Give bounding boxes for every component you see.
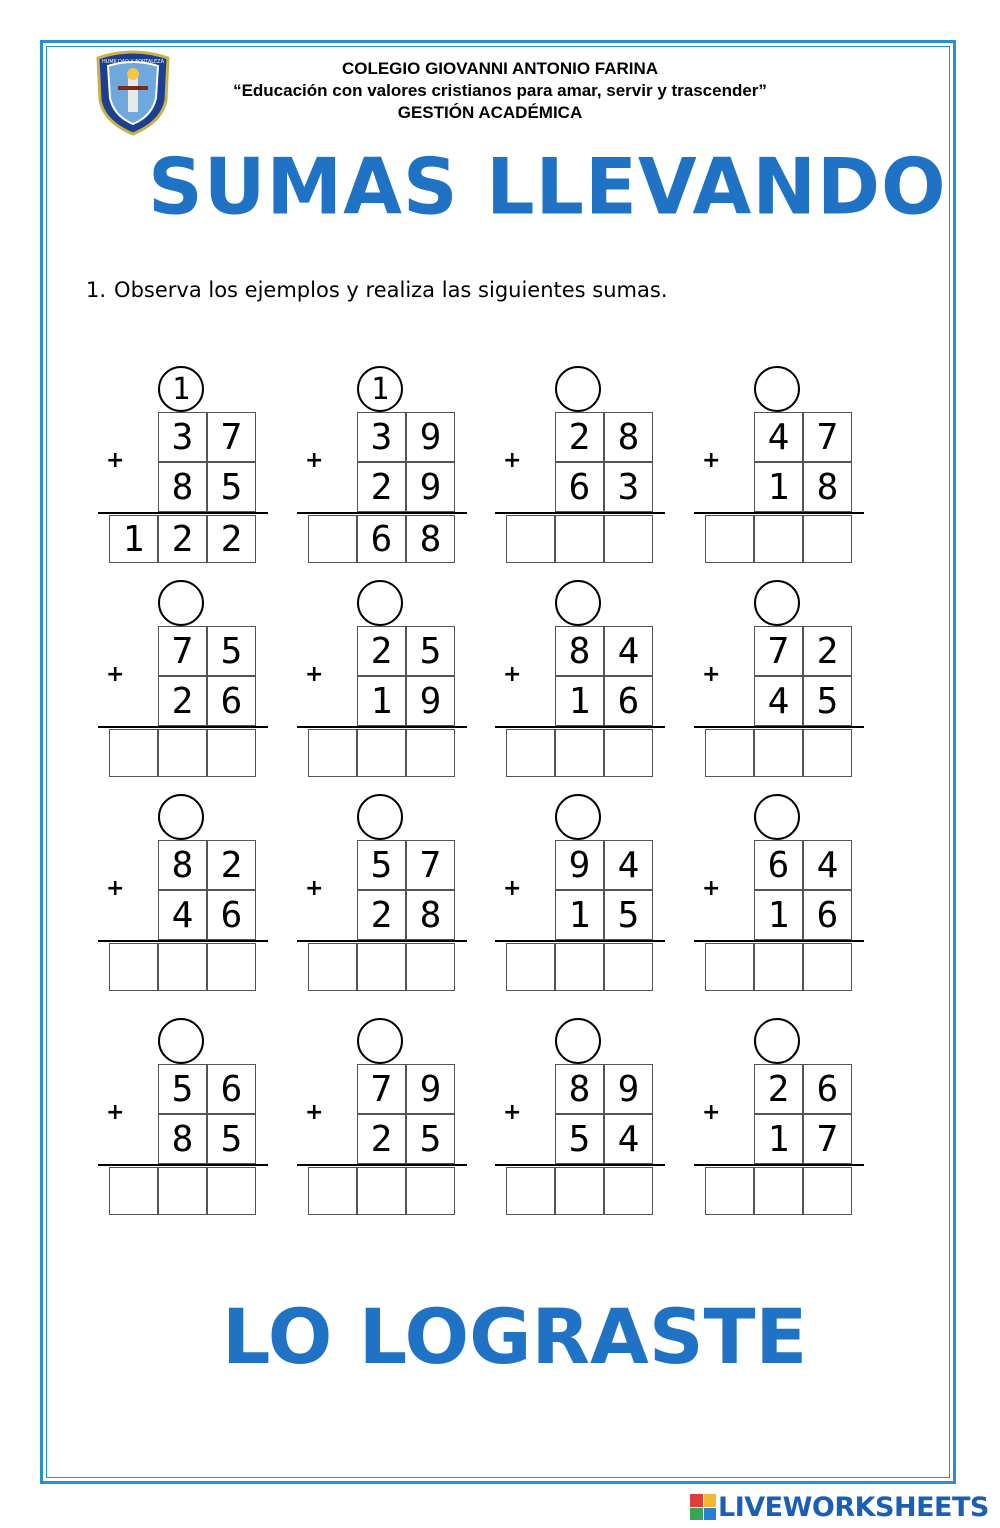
second-addend-digit: 5 (207, 462, 256, 512)
answer-row (705, 1167, 852, 1215)
addend-grid (158, 840, 256, 940)
sum-line (98, 1164, 268, 1166)
addend-grid (357, 1064, 455, 1164)
carry-circle[interactable] (357, 580, 403, 626)
second-addend-digit: 4 (604, 1114, 653, 1164)
addend-grid (555, 1064, 653, 1164)
addend-grid (555, 840, 653, 940)
liveworksheets-logo-icon (690, 1494, 716, 1520)
addend-grid (357, 840, 455, 940)
answer-box[interactable] (506, 729, 555, 777)
first-addend-digit: 5 (158, 1064, 207, 1114)
answer-box[interactable]: 2 (158, 515, 207, 563)
answer-box[interactable] (158, 729, 207, 777)
first-addend-digit: 4 (754, 412, 803, 462)
second-addend-digit: 8 (803, 462, 852, 512)
plus-sign: + (106, 876, 125, 901)
plus-sign: + (503, 1100, 522, 1125)
answer-box[interactable] (555, 515, 604, 563)
first-addend-digit: 4 (604, 626, 653, 676)
plus-sign: + (305, 876, 324, 901)
answer-row (308, 1167, 455, 1215)
sum-line (495, 726, 665, 728)
second-addend-digit: 1 (754, 1114, 803, 1164)
answer-box[interactable]: 8 (406, 515, 455, 563)
first-addend-digit: 4 (803, 840, 852, 890)
answer-box[interactable] (109, 1167, 158, 1215)
answer-row (705, 943, 852, 991)
second-addend-digit: 1 (754, 890, 803, 940)
second-addend-digit: 6 (555, 462, 604, 512)
addend-grid (754, 412, 852, 512)
addition-problem (495, 366, 670, 566)
addend-grid (357, 626, 455, 726)
answer-box[interactable] (207, 729, 256, 777)
answer-box[interactable]: 6 (357, 515, 406, 563)
carry-circle[interactable] (158, 794, 204, 840)
plus-sign: + (702, 448, 721, 473)
carry-circle[interactable] (158, 1018, 204, 1064)
second-addend-digit: 6 (604, 676, 653, 726)
first-addend-digit: 6 (207, 1064, 256, 1114)
first-addend-digit: 8 (555, 1064, 604, 1114)
addition-problem (98, 580, 273, 780)
second-addend-digit: 1 (555, 676, 604, 726)
first-addend-digit: 7 (754, 626, 803, 676)
instruction-number: 1. (86, 278, 107, 302)
first-addend-digit: 7 (803, 412, 852, 462)
answer-box[interactable] (705, 1167, 754, 1215)
answer-box[interactable] (803, 943, 852, 991)
sum-line (297, 1164, 467, 1166)
first-addend-digit: 4 (604, 840, 653, 890)
second-addend-digit: 6 (207, 890, 256, 940)
second-addend-digit: 5 (555, 1114, 604, 1164)
addend-grid (754, 626, 852, 726)
answer-row (308, 729, 455, 777)
footer-title: LO LOGRASTE (222, 1292, 808, 1381)
first-addend-digit: 7 (406, 840, 455, 890)
first-addend-digit: 3 (357, 412, 406, 462)
addend-grid (158, 412, 256, 512)
carry-circle[interactable] (555, 580, 601, 626)
addition-problem (694, 794, 869, 994)
second-addend-digit: 2 (357, 890, 406, 940)
answer-box[interactable] (754, 943, 803, 991)
answer-box[interactable] (406, 729, 455, 777)
addition-problem (495, 1018, 670, 1218)
addition-problem (694, 1018, 869, 1218)
second-addend-digit: 3 (604, 462, 653, 512)
carry-circle[interactable] (357, 1018, 403, 1064)
first-addend-digit: 6 (754, 840, 803, 890)
answer-row (308, 515, 455, 563)
liveworksheets-brand[interactable] (690, 1490, 989, 1524)
carry-circle[interactable] (754, 580, 800, 626)
second-addend-digit: 6 (207, 676, 256, 726)
answer-box[interactable] (604, 1167, 653, 1215)
second-addend-digit: 1 (754, 462, 803, 512)
carry-circle[interactable] (555, 794, 601, 840)
first-addend-digit: 2 (555, 412, 604, 462)
school-name: COLEGIO GIOVANNI ANTONIO FARINA (341, 59, 659, 78)
addition-problem (495, 794, 670, 994)
answer-box[interactable] (158, 1167, 207, 1215)
plus-sign: + (702, 876, 721, 901)
sum-line (694, 726, 864, 728)
first-addend-digit: 9 (406, 1064, 455, 1114)
answer-box[interactable] (705, 943, 754, 991)
second-addend-digit: 5 (803, 676, 852, 726)
second-addend-digit: 1 (555, 890, 604, 940)
first-addend-digit: 5 (357, 840, 406, 890)
second-addend-digit: 7 (803, 1114, 852, 1164)
answer-box[interactable] (506, 1167, 555, 1215)
carry-circle[interactable] (754, 1018, 800, 1064)
answer-row (109, 515, 256, 563)
addition-problem (98, 794, 273, 994)
second-addend-digit: 8 (158, 462, 207, 512)
plus-sign: + (305, 448, 324, 473)
first-addend-digit: 8 (158, 840, 207, 890)
first-addend-digit: 2 (207, 840, 256, 890)
first-addend-digit: 3 (158, 412, 207, 462)
sum-line (495, 940, 665, 942)
first-addend-digit: 2 (803, 626, 852, 676)
sum-line (495, 512, 665, 514)
addition-problem (98, 1018, 273, 1218)
second-addend-digit: 5 (207, 1114, 256, 1164)
answer-box[interactable] (803, 1167, 852, 1215)
plus-sign: + (702, 662, 721, 687)
addend-grid (754, 1064, 852, 1164)
sum-line (297, 940, 467, 942)
answer-box[interactable] (754, 729, 803, 777)
first-addend-digit: 9 (406, 412, 455, 462)
addition-problem (694, 580, 869, 780)
second-addend-digit: 5 (406, 1114, 455, 1164)
answer-box[interactable] (109, 729, 158, 777)
second-addend-digit: 9 (406, 462, 455, 512)
sum-line (694, 512, 864, 514)
addition-problem (297, 1018, 472, 1218)
addition-problem (297, 794, 472, 994)
first-addend-digit: 7 (207, 412, 256, 462)
first-addend-digit: 2 (754, 1064, 803, 1114)
answer-row (506, 729, 653, 777)
logo-banner-text: HUMILDAD Y FORTALEZA (101, 59, 165, 65)
answer-box[interactable] (506, 515, 555, 563)
answer-box[interactable] (308, 729, 357, 777)
plus-sign: + (503, 662, 522, 687)
answer-box[interactable] (754, 1167, 803, 1215)
addend-grid (158, 1064, 256, 1164)
sum-line (297, 512, 467, 514)
answer-box[interactable] (803, 729, 852, 777)
answer-box[interactable] (109, 943, 158, 991)
answer-box[interactable] (207, 1167, 256, 1215)
carry-circle[interactable] (754, 366, 800, 412)
answer-box[interactable] (555, 1167, 604, 1215)
addend-grid (555, 412, 653, 512)
answer-box[interactable] (357, 943, 406, 991)
answer-box[interactable] (705, 515, 754, 563)
sum-line (98, 512, 268, 514)
answer-row (109, 729, 256, 777)
first-addend-digit: 8 (555, 626, 604, 676)
answer-row (109, 943, 256, 991)
addend-grid (158, 626, 256, 726)
addition-problem (98, 366, 273, 566)
answer-box[interactable] (406, 943, 455, 991)
plus-sign: + (503, 876, 522, 901)
plus-sign: + (503, 448, 522, 473)
answer-box[interactable] (308, 515, 357, 563)
instruction-text: Observa los ejemplos y realiza las siguientes sumas. (114, 278, 668, 302)
first-addend-digit: 6 (803, 1064, 852, 1114)
second-addend-digit: 8 (158, 1114, 207, 1164)
answer-box[interactable] (308, 943, 357, 991)
answer-box[interactable] (604, 515, 653, 563)
second-addend-digit: 2 (158, 676, 207, 726)
answer-box[interactable] (555, 943, 604, 991)
answer-row (705, 729, 852, 777)
carry-circle[interactable]: 1 (158, 366, 204, 412)
sum-line (98, 726, 268, 728)
carry-circle[interactable] (158, 580, 204, 626)
answer-box[interactable] (357, 1167, 406, 1215)
first-addend-digit: 8 (604, 412, 653, 462)
sum-line (694, 1164, 864, 1166)
answer-box[interactable] (604, 943, 653, 991)
second-addend-digit: 4 (754, 676, 803, 726)
second-addend-digit: 4 (158, 890, 207, 940)
answer-row (506, 943, 653, 991)
answer-box[interactable] (308, 1167, 357, 1215)
answer-row (308, 943, 455, 991)
school-motto: “Educación con valores cristianos para amar, servir y trascender” (233, 81, 767, 100)
second-addend-digit: 6 (803, 890, 852, 940)
first-addend-digit: 7 (158, 626, 207, 676)
answer-row (109, 1167, 256, 1215)
second-addend-digit: 5 (604, 890, 653, 940)
addend-grid (555, 626, 653, 726)
addition-problem (297, 366, 472, 566)
second-addend-digit: 1 (357, 676, 406, 726)
answer-box[interactable] (158, 943, 207, 991)
plus-sign: + (305, 662, 324, 687)
carry-circle[interactable] (555, 1018, 601, 1064)
answer-box[interactable] (803, 515, 852, 563)
answer-box[interactable] (754, 515, 803, 563)
brand-text: LIVEWORKSHEETS (718, 1491, 989, 1523)
addition-problem (495, 580, 670, 780)
answer-row (506, 1167, 653, 1215)
answer-box[interactable]: 2 (207, 515, 256, 563)
answer-box[interactable] (506, 943, 555, 991)
answer-box[interactable] (357, 729, 406, 777)
answer-row (506, 515, 653, 563)
second-addend-digit: 2 (357, 462, 406, 512)
first-addend-digit: 5 (406, 626, 455, 676)
second-addend-digit: 9 (406, 676, 455, 726)
sum-line (297, 726, 467, 728)
second-addend-digit: 8 (406, 890, 455, 940)
answer-box[interactable] (604, 729, 653, 777)
plus-sign: + (702, 1100, 721, 1125)
carry-circle[interactable] (357, 794, 403, 840)
first-addend-digit: 9 (604, 1064, 653, 1114)
answer-box[interactable] (555, 729, 604, 777)
carry-circle[interactable] (555, 366, 601, 412)
second-addend-digit: 2 (357, 1114, 406, 1164)
addition-problem (694, 366, 869, 566)
addend-grid (357, 412, 455, 512)
answer-box[interactable] (406, 1167, 455, 1215)
answer-row (705, 515, 852, 563)
department-name: GESTIÓN ACADÉMICA (397, 103, 583, 122)
carry-circle[interactable]: 1 (357, 366, 403, 412)
sum-line (98, 940, 268, 942)
plus-sign: + (305, 1100, 324, 1125)
plus-sign: + (106, 1100, 125, 1125)
first-addend-digit: 2 (357, 626, 406, 676)
first-addend-digit: 5 (207, 626, 256, 676)
sum-line (495, 1164, 665, 1166)
answer-box[interactable] (207, 943, 256, 991)
sum-line (694, 940, 864, 942)
addend-grid (754, 840, 852, 940)
carry-circle[interactable] (754, 794, 800, 840)
first-addend-digit: 7 (357, 1064, 406, 1114)
first-addend-digit: 9 (555, 840, 604, 890)
worksheet-title: SUMAS LLEVANDO (148, 141, 947, 232)
plus-sign: + (106, 662, 125, 687)
answer-box[interactable]: 1 (109, 515, 158, 563)
plus-sign: + (106, 448, 125, 473)
addition-problem (297, 580, 472, 780)
answer-box[interactable] (705, 729, 754, 777)
